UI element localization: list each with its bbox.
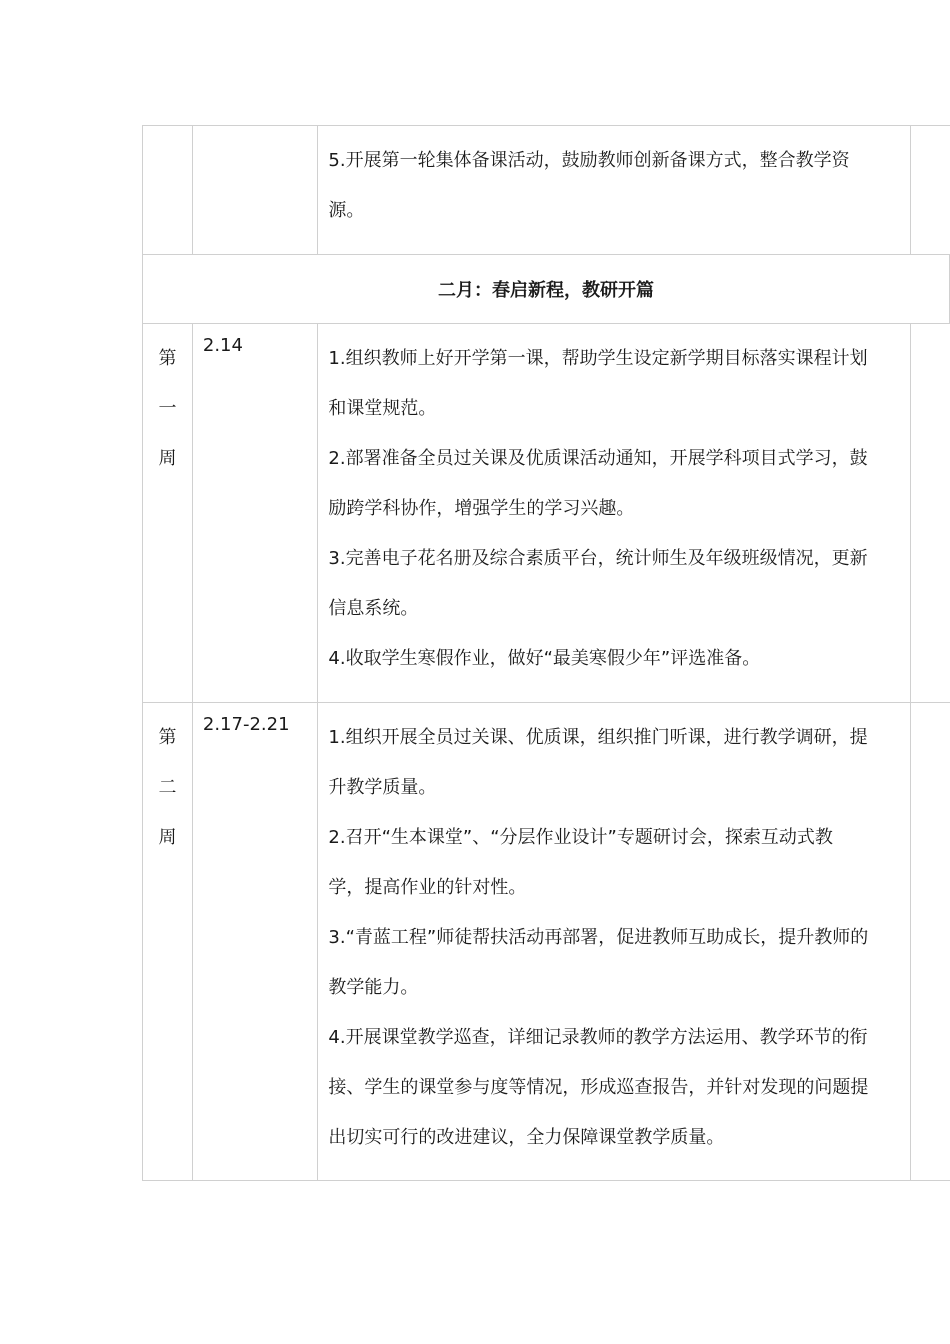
- content-line: 源。: [328, 200, 365, 221]
- plan-table: [142, 125, 950, 1181]
- date-cell: [192, 324, 318, 703]
- content-line: 1.组织开展全员过关课、优质课，组织推门听课，进行教学调研，提: [328, 727, 868, 748]
- content-line: 4.收取学生寒假作业，做好“最美寒假少年”评选准备。: [328, 648, 761, 669]
- content-line: 3.“青蓝工程”师徒帮扶活动再部署，促进教师互助成长，提升教师的: [328, 927, 869, 948]
- date-cell-empty: [192, 126, 318, 255]
- content-line: 升教学质量。: [328, 777, 437, 798]
- content-line: 学，提高作业的针对性。: [328, 877, 527, 898]
- content-line: 信息系统。: [328, 598, 419, 619]
- date-cell: [192, 703, 318, 1181]
- content-line: 出切实可行的改进建议，全力保障课堂教学质量。: [328, 1127, 725, 1148]
- date-text: 2.14: [202, 335, 243, 356]
- content-line: 和课堂规范。: [328, 398, 437, 419]
- content-line: 3.完善电子花名册及综合素质平台，统计师生及年级班级情况，更新: [328, 548, 868, 569]
- table-row-continuation: [143, 126, 950, 255]
- table-row-week1: [143, 324, 950, 703]
- content-line: 4.开展课堂教学巡查，详细记录教师的教学方法运用、教学环节的衔: [328, 1027, 868, 1048]
- extra-cell-clipped: [911, 324, 950, 703]
- content-line: 接、学生的课堂参与度等情况，形成巡查报告，并针对发现的问题提: [328, 1077, 869, 1098]
- week-label-cell: [143, 703, 193, 1181]
- content-line: 2.召开“生本课堂”、“分层作业设计”专题研讨会，探索互动式教: [328, 827, 833, 848]
- week-cell-empty: [143, 126, 193, 255]
- week-label: 第二周: [158, 727, 177, 848]
- content-cell: [318, 703, 911, 1181]
- table-row-week2: [143, 703, 950, 1181]
- table-row-month-title: [143, 255, 950, 324]
- content-line: 励跨学科协作，增强学生的学习兴趣。: [328, 498, 635, 519]
- content-cell: [318, 324, 911, 703]
- content-line: 教学能力。: [328, 977, 419, 998]
- month-title: 二月：春启新程，教研开篇: [143, 255, 950, 324]
- content-line: 2.部署准备全员过关课及优质课活动通知，开展学科项目式学习，鼓: [328, 448, 868, 469]
- week-label: 第一周: [158, 348, 177, 469]
- content-cell-continuation: [318, 126, 911, 255]
- extra-cell-clipped: [911, 703, 950, 1181]
- week-label-cell: [143, 324, 193, 703]
- content-line: 5.开展第一轮集体备课活动，鼓励教师创新备课方式，整合教学资: [328, 150, 850, 171]
- content-line: 1.组织教师上好开学第一课，帮助学生设定新学期目标落实课程计划: [328, 348, 868, 369]
- date-text: 2.17-2.21: [202, 714, 290, 735]
- extra-cell-clipped: [911, 126, 950, 255]
